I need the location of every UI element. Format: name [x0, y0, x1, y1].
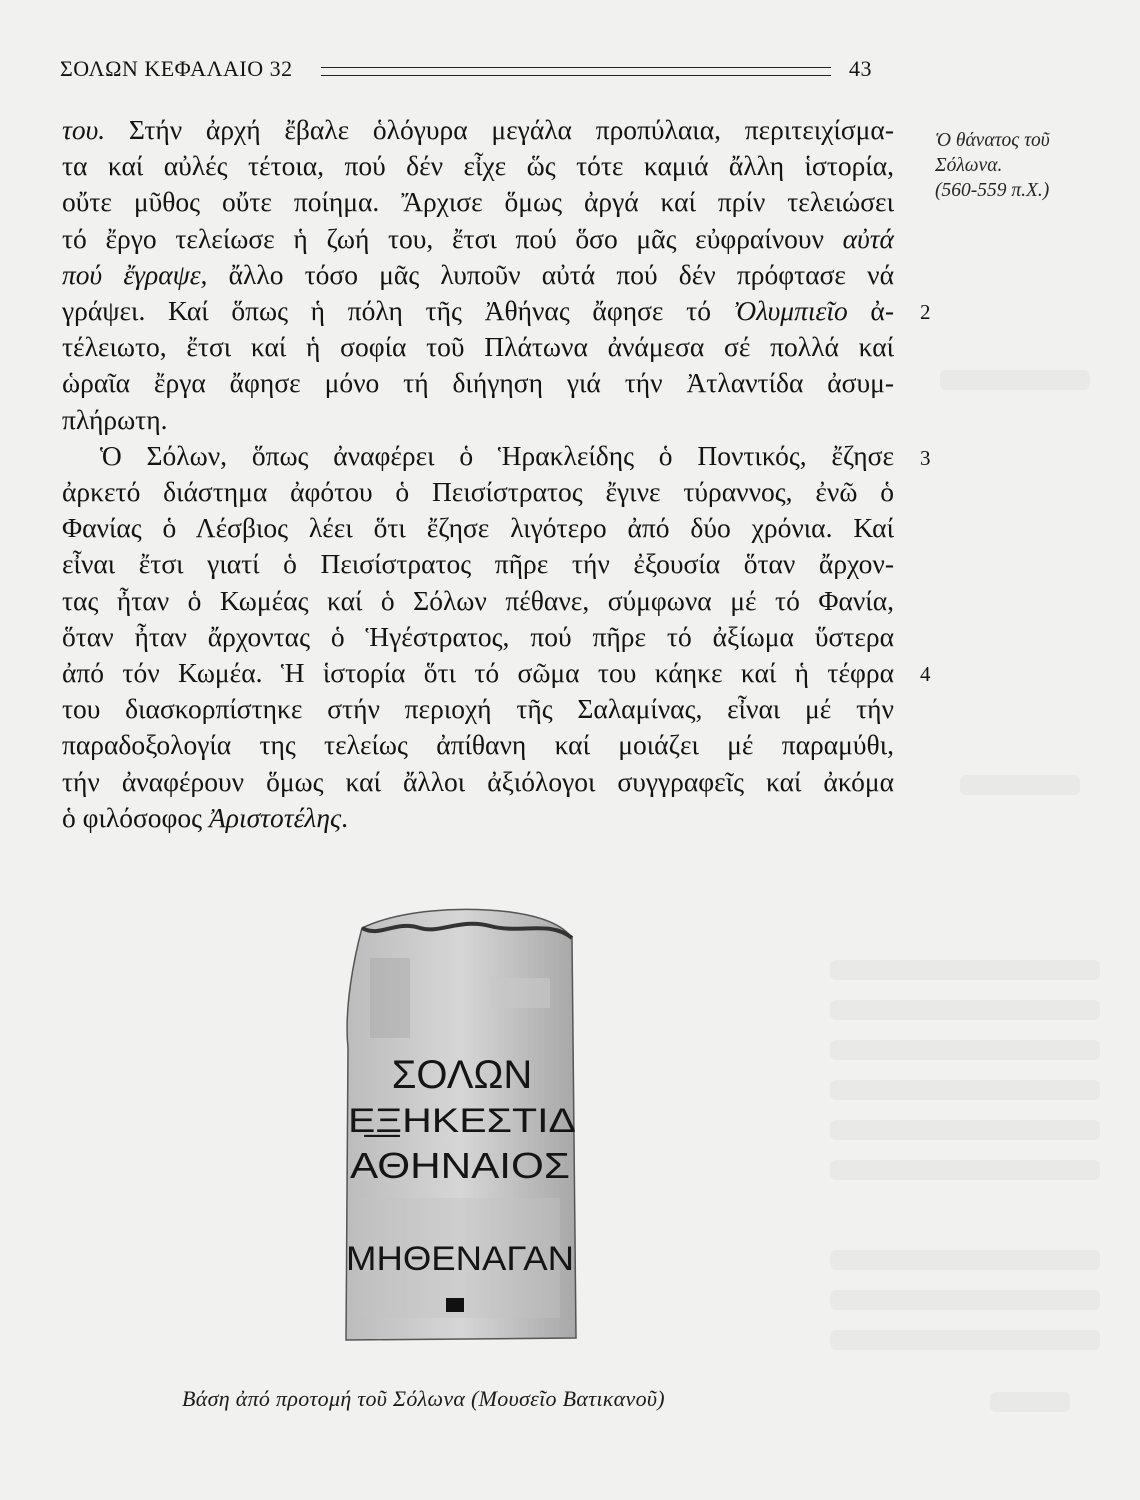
text-line: τας ἦταν ὁ Κωμέας καί ὁ Σόλων πέθανε, σύμφωνα μέ τό Φανία, — [62, 584, 894, 616]
inscription-line: ΑΘΗΝΑΙΟΣ — [350, 1145, 570, 1186]
text-line: Ὁ Σόλων, ὅπως ἀναφέρει ὁ Ἡρακλείδης ὁ Ποντικός, ἔζησε — [100, 439, 894, 471]
text-line: τήν ἀναφέρουν ὅμως καί ἄλλοι ἀξιόλογοι συγγραφεῖς καί ἀκόμα — [62, 765, 894, 797]
figure-caption: Βάση ἀπό προτομή τοῦ Σόλωνα (Μουσεῖο Βατικανοῦ) — [182, 1386, 665, 1411]
running-title: ΣΟΛΩΝ ΚΕΦΑΛΑΙΟ 32 — [60, 56, 293, 81]
text-line: πλήρωτη. — [62, 403, 168, 435]
text-line: τέλειωτο, ἔτσι καί ἡ σοφία τοῦ Πλάτωνα ἀνάμεσα σέ πολλά καί — [62, 331, 894, 363]
text-line: του διασκορπίστηκε στήν περιοχή τῆς Σαλαμίνας, εἶναι μέ τήν — [62, 693, 894, 725]
margin-section-number: 4 — [920, 662, 931, 686]
text-line: οὔτε μῦθος οὔτε ποίημα. Ἄρχισε ὅμως ἀργά καί πρίν τελειώσει — [62, 186, 894, 218]
running-header — [60, 54, 872, 84]
inscription-line: ΣΟΛΩΝ — [391, 1053, 533, 1097]
main-text — [62, 112, 894, 836]
text-line: γράψει. Καί ὅπως ἡ πόλη τῆς Ἀθήνας ἄφησε τό Ὀλυμπιεῖο ἀ- — [62, 295, 894, 327]
margin-section-number: 2 — [920, 300, 931, 324]
inscribed-stone-image — [340, 898, 580, 1348]
header-double-rule — [321, 67, 831, 76]
margin-note — [935, 128, 1125, 203]
text-line: του. Στήν ἀρχή ἔβαλε ὁλόγυρα μεγάλα προπύλαια, περιτειχίσμα- — [62, 114, 894, 145]
inscription-line: Ε͟ΞΗΚΕΣΤΙΔ — [348, 1102, 576, 1140]
text-line: τα καί αὐλές τέτοια, πού δέν εἶχε ὥς τότε καμιά ἄλλη ἱστορία, — [62, 150, 894, 182]
stone-mark — [446, 1298, 464, 1312]
text-line: ὅταν ἦταν ἄρχοντας ὁ Ἡγέστρατος, πού πῆρε τό ἀξίωμα ὕστερα — [62, 620, 894, 652]
page-number: 43 — [849, 56, 872, 81]
text-line: Φανίας ὁ Λέσβιος λέει ὅτι ἔζησε λιγότερο ἀπό δύο χρόνια. Καί — [62, 512, 894, 544]
text-line: εἶναι ἔτσι γιατί ὁ Πεισίστρατος πῆρε τήν ἐξουσία ὅταν ἄρχον- — [62, 548, 894, 580]
margin-note-line: (560-559 π.Χ.) — [935, 180, 1050, 201]
margin-note-line: Ὁ θάνατος τοῦ — [935, 130, 1050, 151]
text-line: πού ἔγραψε, ἄλλο τόσο μᾶς λυποῦν αὐτά πού δέν πρόφτασε νά — [62, 258, 894, 290]
text-line: ὁ φιλόσοφος Ἀριστοτέλης. — [62, 801, 349, 833]
bust-base-photograph — [340, 898, 580, 1348]
text-line: ἀπό τόν Κωμέα. Ἡ ἱστορία ὅτι τό σῶμα του κάηκε καί ἡ τέφρα — [62, 657, 894, 689]
text-line: τό ἔργο τελείωσε ἡ ζωή του, ἔτσι πού ὅσο μᾶς εὐφραίνουν αὐτά — [62, 222, 894, 254]
text-line: ἀρκετό διάστημα ἀφότου ὁ Πεισίστρατος ἔγινε τύραννος, ἐνῶ ὁ — [62, 476, 894, 508]
margin-note-line: Σόλωνα. — [935, 155, 1003, 176]
text-line: ὡραῖα ἔργα ἄφησε μόνο τή διήγηση γιά τήν Ἀτλαντίδα ἀσυμ- — [62, 367, 894, 399]
text-line: παραδοξολογία της τελείως ἀπίθανη καί μοιάζει μέ παραμύθι, — [62, 729, 894, 761]
margin-section-number: 3 — [920, 446, 931, 470]
inscription-line: ΜΗΘΕΝΑΓΑΝ — [346, 1240, 574, 1278]
